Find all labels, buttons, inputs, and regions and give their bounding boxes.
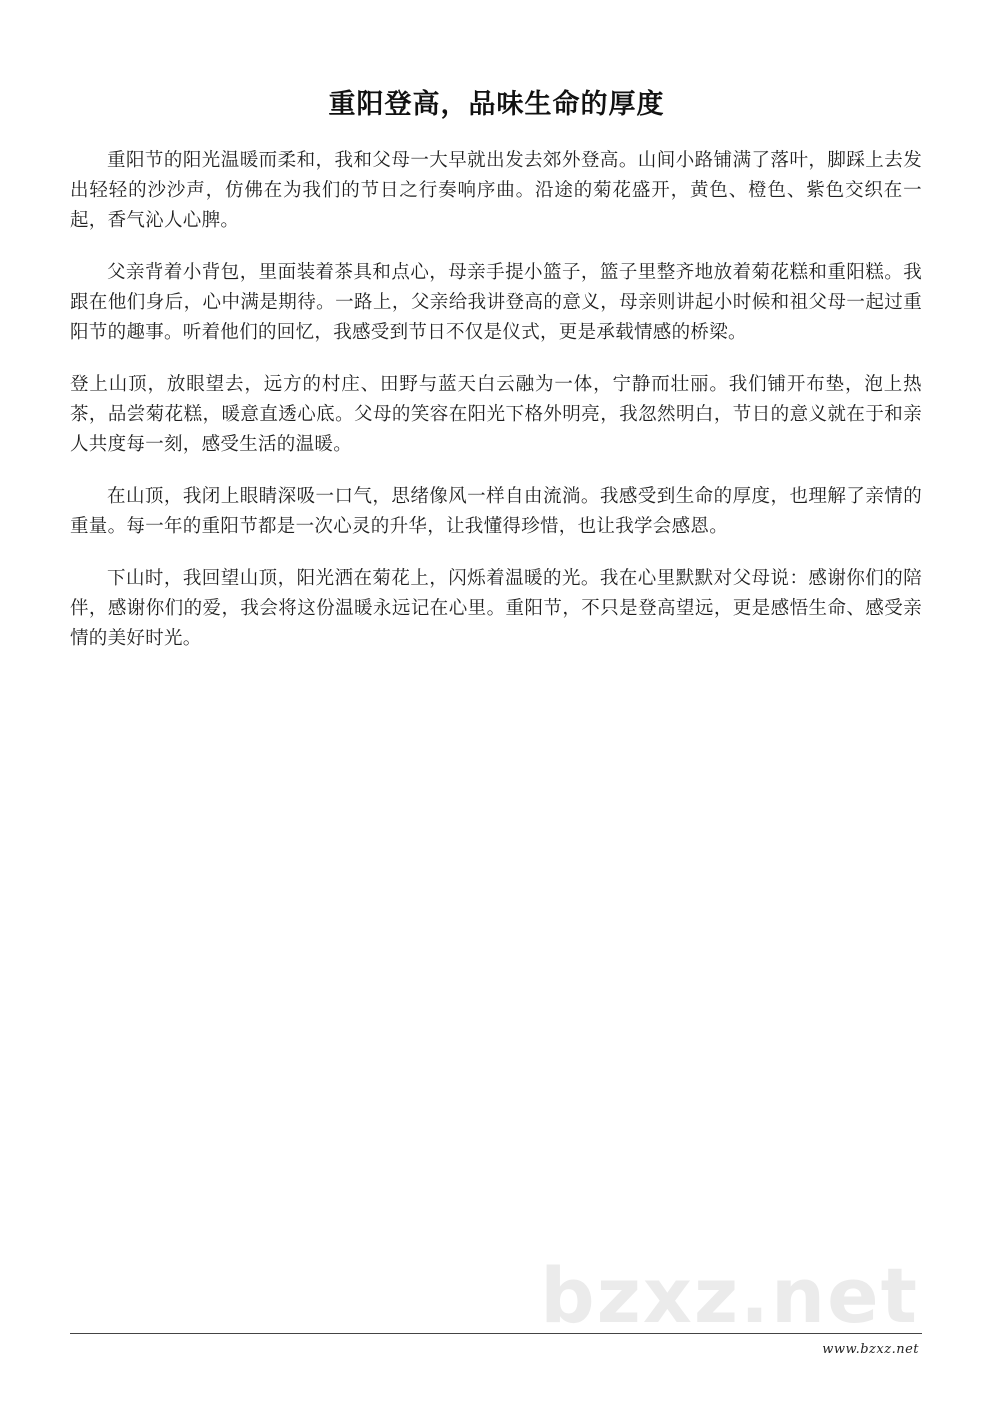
watermark-logo: bzxz.net — [540, 1251, 919, 1340]
footer-divider — [70, 1333, 922, 1334]
paragraph-5: 下山时，我回望山顶，阳光洒在菊花上，闪烁着温暖的光。我在心里默默对父母说：感谢你们的陪伴，感谢你们的爱，我会将这份温暖永远记在心里。重阳节，不只是登高望远，更是感悟生命、感受亲情的美好时光。 — [70, 568, 922, 649]
footer-url: www.bzxz.net — [822, 1342, 919, 1357]
paragraph-2: 父亲背着小背包，里面装着茶具和点心，母亲手提小篮子，篮子里整齐地放着菊花糕和重阳糕。我跟在他们身后，心中满是期待。一路上，父亲给我讲登高的意义，母亲则讲起小时候和祖父母一起过重阳节的趣事。听着他们的回忆，我感受到节日不仅是仪式，更是承载情感的桥梁。 — [70, 262, 922, 343]
document-body — [70, 146, 922, 676]
paragraph-4: 在山顶，我闭上眼睛深吸一口气，思绪像风一样自由流淌。我感受到生命的厚度，也理解了亲情的重量。每一年的重阳节都是一次心灵的升华，让我懂得珍惜，也让我学会感恩。 — [70, 486, 922, 537]
paragraph-1: 重阳节的阳光温暖而柔和，我和父母一大早就出发去郊外登高。山间小路铺满了落叶，脚踩上去发出轻轻的沙沙声，仿佛在为我们的节日之行奏响序曲。沿途的菊花盛开，黄色、橙色、紫色交织在一起，香气沁人心脾。 — [70, 150, 922, 231]
paragraph-3: 登上山顶，放眼望去，远方的村庄、田野与蓝天白云融为一体，宁静而壮丽。我们铺开布垫，泡上热茶，品尝菊花糕，暖意直透心底。父母的笑容在阳光下格外明亮，我忽然明白，节日的意义就在于和亲人共度每一刻，感受生活的温暖。 — [70, 374, 922, 455]
document-title: 重阳登高，品味生命的厚度 — [328, 89, 665, 120]
